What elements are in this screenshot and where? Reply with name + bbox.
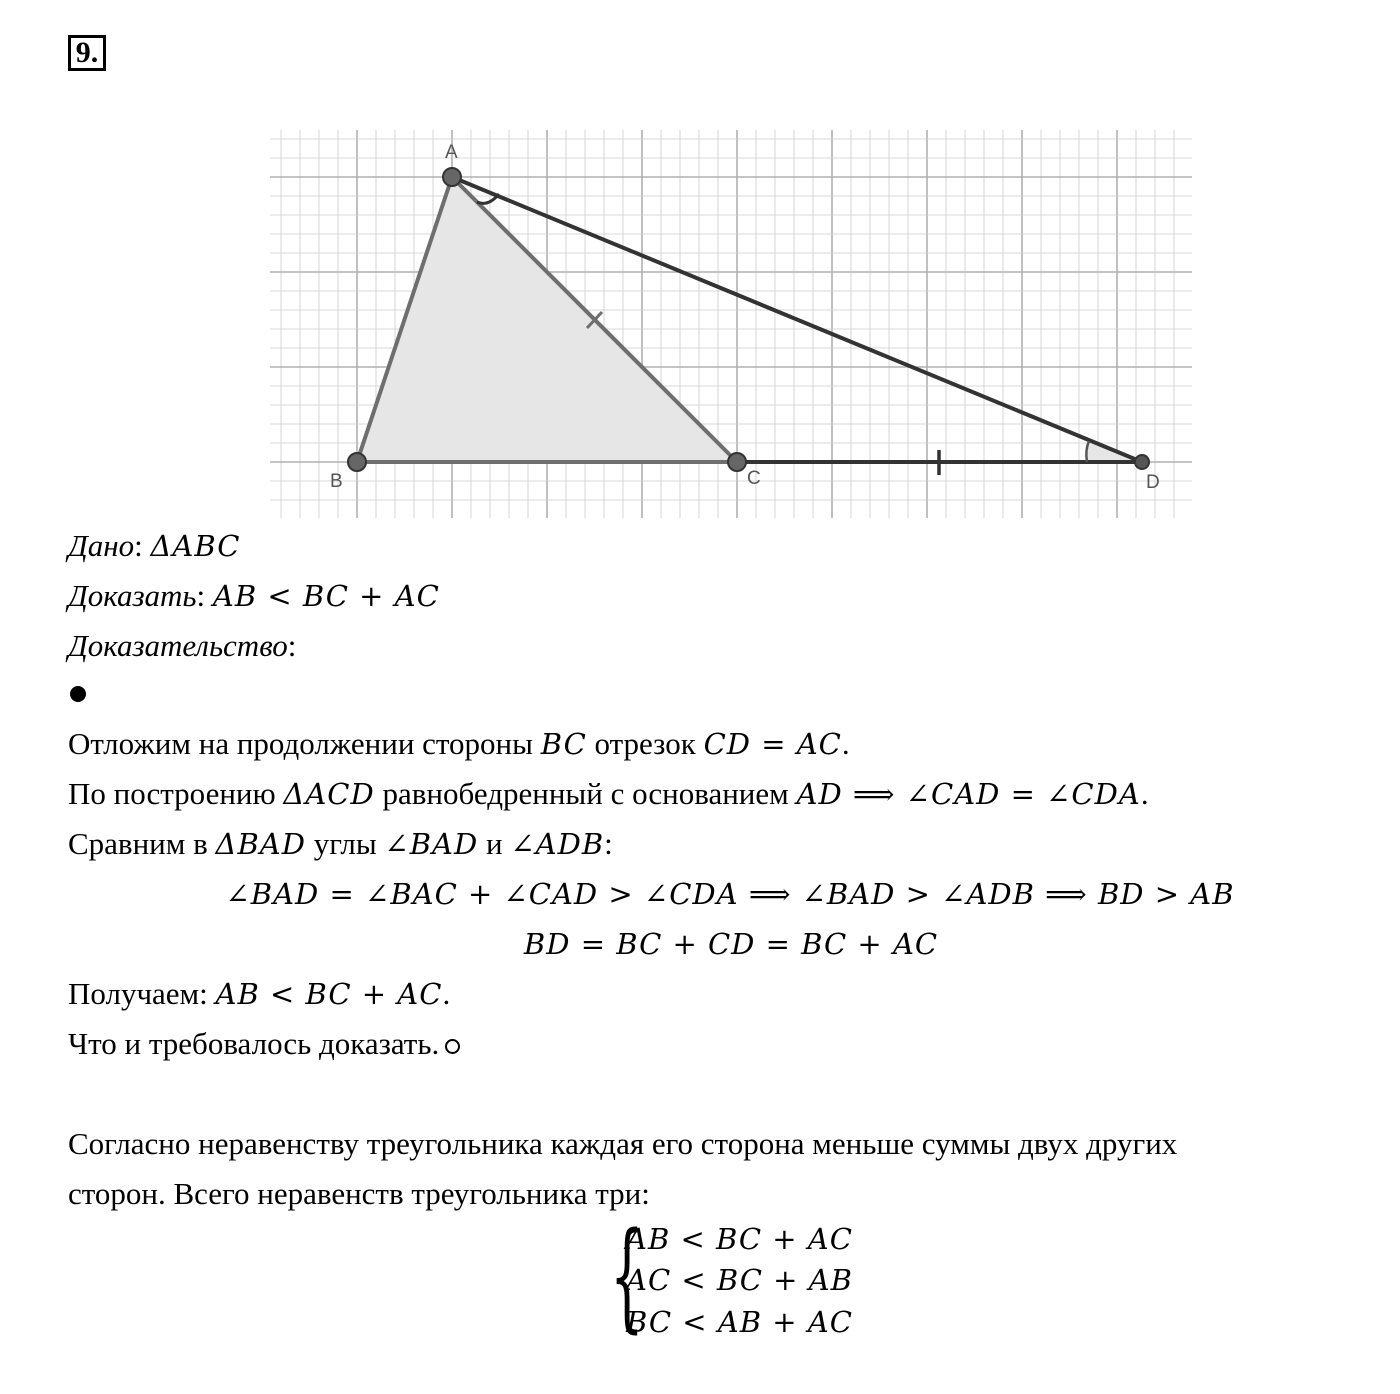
proof-step-1 — [68, 726, 850, 762]
proof-label: Доказательство — [68, 628, 288, 663]
text: и — [478, 826, 511, 861]
equation-1: ∠BAD = ∠BAC + ∠CAD > ∠CDA ⟹ ∠BAD > ∠ADB ⟹ BD > AB — [225, 877, 1235, 911]
prove-line — [68, 578, 440, 614]
system-row-2: AC < BC + AB — [626, 1263, 853, 1297]
point-b — [348, 453, 366, 471]
math: AB < BC + AC — [215, 977, 443, 1011]
text: Сравним в — [68, 826, 216, 861]
math: ΔACD — [283, 777, 375, 811]
math: ∠BAD — [384, 827, 479, 861]
text: отрезок — [586, 726, 704, 761]
math: CD = AC — [703, 727, 842, 761]
point-d — [1135, 455, 1149, 469]
proof-step-2 — [68, 776, 1149, 812]
math: AD ⟹ ∠CAD = ∠CDA — [796, 777, 1141, 811]
math: ΔBAD — [215, 827, 306, 861]
math: BC — [540, 727, 587, 761]
given-line — [68, 528, 240, 564]
proof-line — [68, 628, 296, 664]
prove-sep: : — [196, 578, 213, 613]
text: Получаем: — [68, 976, 216, 1011]
geometry-figure — [270, 130, 1195, 520]
equation-2: BD = BC + CD = BC + AC — [523, 927, 939, 961]
given-label: Дано — [68, 528, 135, 563]
prove-label: Доказать — [68, 578, 197, 613]
point-a — [443, 168, 461, 186]
text: . — [1140, 776, 1149, 811]
text: . — [442, 976, 451, 1011]
math: ∠ADB — [510, 827, 605, 861]
paragraph-line-2: сторон. Всего неравенств треугольника три: — [68, 1176, 650, 1211]
prove-value: AB < BC + AC — [212, 579, 440, 613]
text: По построению — [68, 776, 284, 811]
text: Отложим на продолжении стороны — [68, 726, 541, 761]
system-brace: { — [610, 1206, 644, 1344]
label-c: C — [747, 468, 761, 489]
label-b: B — [330, 471, 343, 492]
label-a: A — [445, 142, 458, 163]
text: равнобедренный с основанием — [374, 776, 797, 811]
bullet-icon — [70, 686, 86, 702]
text: . — [841, 726, 850, 761]
given-value: ΔABC — [150, 529, 241, 563]
proof-step-3 — [68, 826, 613, 862]
system-row-3: BC < AB + AC — [626, 1305, 853, 1339]
proof-end — [68, 1026, 460, 1062]
proof-sep: : — [287, 628, 297, 663]
text: углы — [305, 826, 385, 861]
text: : — [604, 826, 613, 861]
paragraph-line-1: Согласно неравенству треугольника каждая его сторона меньше суммы двух других — [68, 1126, 1178, 1161]
given-sep: : — [134, 528, 151, 563]
problem-number: 9. — [68, 35, 106, 71]
point-c — [728, 453, 746, 471]
system-row-1: AB < BC + AC — [626, 1222, 853, 1256]
qed-icon — [445, 1039, 460, 1054]
label-d: D — [1146, 472, 1160, 493]
text: Что и требовалось доказать. — [68, 1026, 440, 1061]
proof-result — [68, 976, 450, 1012]
angle-a-arc — [477, 194, 499, 203]
